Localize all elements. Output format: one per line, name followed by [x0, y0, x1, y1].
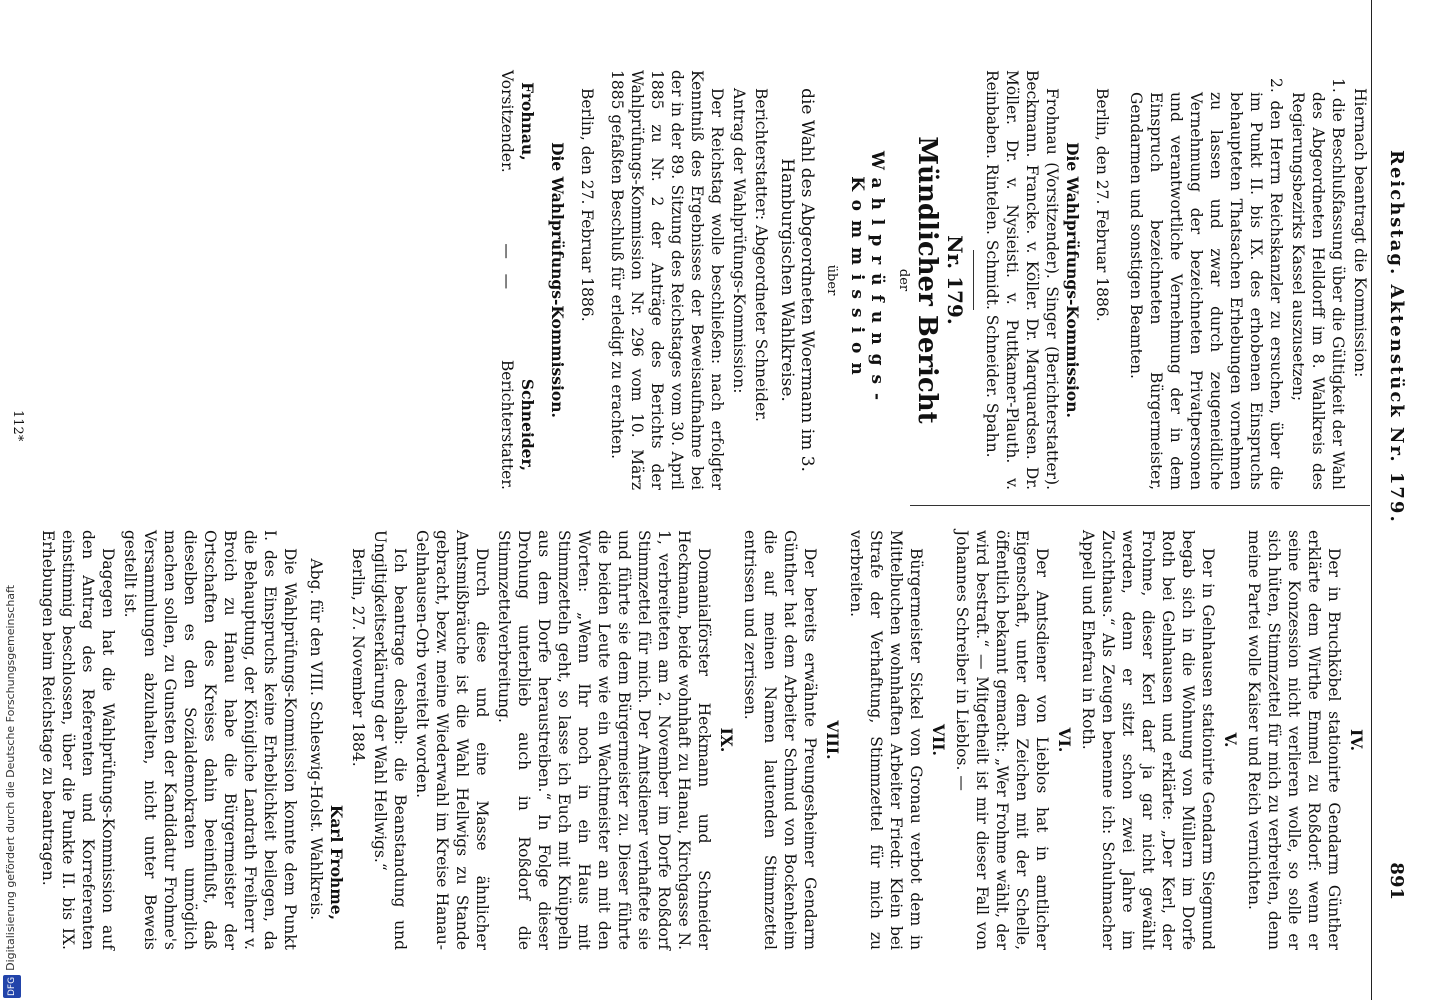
- paragraph: Dagegen hat die Wahlprüfungs-Kommission auf den Antrag des Referenten und Korreferenten einstimmig beschlossen, über die Punkte II. bis IX. Erhebungen beim Reichstage zu beantragen.: [39, 530, 117, 950]
- column-divider: [910, 505, 1370, 506]
- paragraph: Der in Bruchköbel stationirte Gendarm Günther erklärte dem Wirthe Emmel zu Roßdorf: wenn er seine Konzession nicht verlieren wolle, so solle er sich hüten, Stimmzettel für mich zu verbreiten, denn meine Partei wolle Kaiser und Reich vernichten.: [1245, 530, 1343, 950]
- signature-right: [497, 360, 537, 490]
- page-number: 891: [1386, 862, 1407, 900]
- commission-heading: Die Wahlprüfungs-Kommission.: [548, 142, 567, 418]
- paragraph: Ich beantrage deshalb: die Beanstandung und Ungiltigkeitserklärung der Wahl Hellwigs.“: [371, 530, 409, 950]
- paragraph: Der bereits erwähnte Preungesheimer Gendarm Günther hat dem Arbeiter Schmud von Bockenheim die auf meinen Namen lautenden Stimmzettel entrissen und zerrissen.: [741, 530, 819, 950]
- signature-separator: — —: [498, 243, 516, 290]
- section-heading: VIII.: [823, 720, 842, 760]
- report-commission: Wahlprüfungs-Kommission: [847, 150, 887, 410]
- page-header: [1371, 0, 1412, 1000]
- motion-text: Der Reichstag wolle beschließen: nach erfolgter Kenntniß des Ergebnisses der Beweisaufnahme bei der in der 89. Sitzung des Reichstages vom 30. April 1885 zu Nr. 2 der Anträge des Berichts der Wahlprüfungs-Kommission Nr. 296 vom 10. März 1885 gefaßten Beschluß für erledigt zu erachten.: [608, 70, 726, 490]
- sidebar-credit-text: Digitalisierung gefördert durch die Deutsche Forschungsgemeinschaft: [4, 584, 17, 971]
- report-ueber: über: [824, 264, 839, 296]
- sidebar-credit: [2, 578, 20, 998]
- report-subject: die Wahl des Abgeordneten Woermann im 3. Hamburgischen Wahlkreise.: [777, 88, 817, 472]
- digitization-sidebar: [0, 0, 22, 1000]
- paragraph: Die Wahlprüfungs-Kommission konnte dem Punkt I. des Einspruchs keine Erheblichkeit beilegen, da die Behauptung, der Königliche Landrath Freiherr v. Broich zu Hanau habe die Bürgermeister der Ortschaften des Kreises dahin beeinflußt, daß dieselben es den Sozialdemokraten unmöglich machen sollen, zu Gunsten der Kandidatur Frohme's Versammlungen abzuhalten, nicht unter Beweis gestellt ist.: [121, 530, 299, 950]
- list-item: 1. die Beschlußfassung über die Gültigkeit der Wahl des Abgeordneten Helldorff im 8. Wahlkreis des Regierungsbezirks Kassel auszusetzen;: [1289, 78, 1347, 490]
- motion-heading: Antrag der Wahlprüfungs-Kommission:: [730, 88, 748, 394]
- divider: [973, 250, 974, 310]
- signature-name: Schneider,: [518, 378, 537, 471]
- report-der: der: [896, 268, 911, 292]
- section-heading: VII.: [929, 724, 948, 756]
- paragraph: Der Amtsdiener von Lieblos hat in amtlicher Eigenschaft, unter dem Zeichen mit der Schelle, öffentlich bekannt gemacht: „Wer Frohme wählt, der wird bestraft.“ — Mitgetheilt ist mir dieser Fall von Johannes Schreiber in Lieblos. —: [953, 530, 1051, 950]
- signature-name: Frohnau,: [518, 82, 537, 161]
- signature-role: Vorsitzender.: [498, 70, 516, 173]
- section-heading: V.: [1221, 732, 1240, 748]
- paragraph: Domanialförster Heckmann und Schneider Heckmann, beide wohnhaft zu Hanau, Kirchgasse N. 1, verbreiteten am 2. November im Dorfe Roßdorf Stimmzettel für mich. Der Amtsdiener verhaftete sie und führte sie dem Bürgermeister zu. Dieser führte die beiden Leute wie ein Wachtmeister an mit den Worten: „Wenn Ihr noch in ein Haus mit Stimmzetteln geht, so lasse ich Euch mit Knüppeln aus dem Dorfe heraustreiben.“ In Folge dieser Drohung unterblieb auch in Roßdorf die Stimmzettelverbreitung.: [495, 530, 713, 950]
- signature-name: Karl Frohme,: [327, 804, 346, 920]
- paragraph: Bürgermeister Sickel von Gronau verbot dem in Mittelbuchen wohnhaften Arbeiter Friedr. Klein bei Strafe der Verhaftung, Stimmzettel für mich zu verbreiten.: [847, 530, 925, 950]
- signature-role: Abg. für den VIII. Schleswig-Holst. Wahlkreis.: [307, 558, 325, 920]
- section-heading: IV.: [1347, 729, 1366, 751]
- section-heading: VI.: [1055, 727, 1074, 753]
- paragraph: Hiernach beantragt die Kommission:: [1351, 88, 1369, 378]
- rapporteur-line: Berichterstatter: Abgeordneter Schneider.: [752, 88, 770, 422]
- report-number: Nr. 179.: [943, 235, 967, 325]
- section-heading: IX.: [717, 727, 736, 753]
- signature-block: [497, 70, 537, 490]
- signature-role: Berichterstatter.: [498, 359, 516, 490]
- page-footer-mark: 112*: [10, 410, 25, 442]
- date-line: Berlin, den 27. Februar 1886.: [578, 88, 596, 322]
- date-line: Berlin, 27. November 1884.: [349, 548, 367, 767]
- signature-left: [497, 70, 537, 173]
- paragraph: Durch diese und eine Masse ähnlicher Amtsmißbräuche ist die Wahl Hellwigs zu Stande gebracht, bezw. meine Wiederwahl im Kreise Hanau-Gelnhausen-Orb vereitelt worden.: [413, 530, 491, 950]
- list-item: 2. den Herrn Reichskanzler zu ersuchen, über die im Punkt II. bis IX. des erhobenen Einspruchs behaupteten Thatsachen Erhebungen vornehmen zu lassen und zwar durch zeugeneidliche Vernehmung der bezeichneten Privatpersonen und verantwortliche Vernehmung der in dem Einspruch bezeichneten Bürgermeister, Gendarmen und sonstigen Beamten.: [1127, 78, 1285, 490]
- member-list: Frohnau (Vorsitzender). Singer (Berichterstatter). Beckmann. Francke. v. Köller. Dr. Marquardsen. Dr. Möller. Dr. v. Nysieisti. v. Puttkamer-Plauth. v. Reinbaben. Rintelen. Schmidt. Schneider. Spahn.: [983, 70, 1061, 490]
- commission-heading: Die Wahlprüfungs-Kommission.: [1063, 142, 1082, 418]
- paragraph: Der in Gelnhausen stationirte Gendarm Siegmund begab sich in die Wohnung von Müllern im Dorfe Roth bei Gelnhausen und erklärte: „Der Kerl, der Frohme, dieser Kerl darf ja gar nicht gewählt werden, denn er sitzt schon zwei Jahre im Zuchthaus.“ Als Zeugen benenne ich: Schuhmacher Appell und Ehefrau in Roth.: [1079, 530, 1217, 950]
- header-title: Reichstag. Aktenstück Nr. 179.: [1386, 150, 1407, 524]
- report-title: Mündlicher Bericht: [912, 136, 942, 424]
- left-column: [497, 70, 1370, 490]
- dfg-logo-icon: DFG: [3, 975, 21, 998]
- right-column: [36, 530, 1370, 950]
- date-line: Berlin, den 27. Februar 1886.: [1093, 88, 1111, 322]
